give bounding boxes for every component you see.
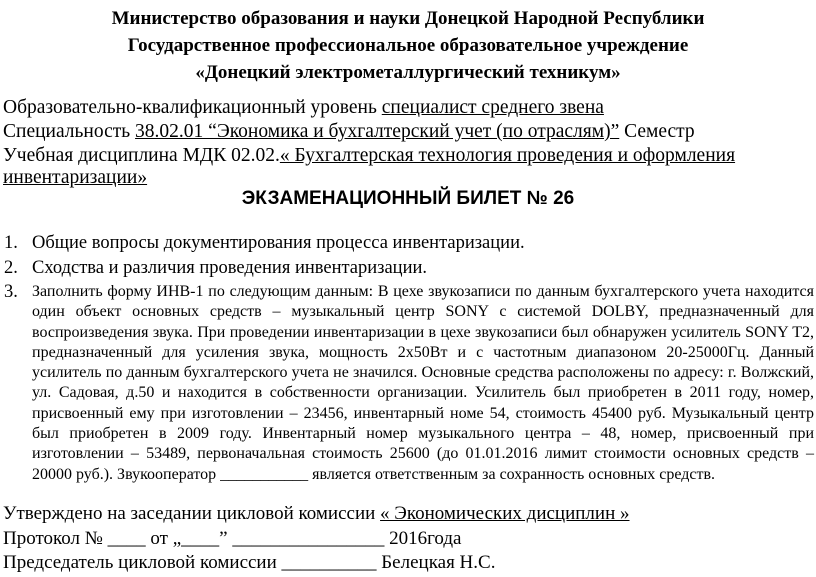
semester-label: Семестр bbox=[619, 121, 695, 142]
discipline-line-continued bbox=[3, 166, 147, 190]
discipline-line bbox=[3, 144, 735, 168]
discipline-value: « Бухгалтерская технология проведения и оформления bbox=[279, 145, 736, 166]
question-number: 1. bbox=[4, 233, 18, 253]
discipline-label: Учебная дисциплина МДК 02.02. bbox=[3, 145, 280, 166]
approval-label: Утверждено на заседании цикловой комиссии bbox=[3, 503, 381, 524]
question-text: Общие вопросы документирования процесса инвентаризации. bbox=[32, 233, 525, 253]
signature-blank: __________ bbox=[281, 552, 377, 573]
chair-label: Председатель цикловой комиссии bbox=[3, 552, 282, 573]
level-value: специалист среднего звена bbox=[381, 97, 604, 118]
specialty-line bbox=[3, 120, 695, 144]
specialty-label: Специальность bbox=[3, 121, 136, 142]
question-1 bbox=[4, 232, 525, 254]
task-3 bbox=[4, 282, 814, 485]
specialty-value: 38.02.01 “Экономика и бухгалтерский учет (по отраслям)” bbox=[135, 121, 620, 142]
institution-heading: Государственное профессиональное образовательное учреждение bbox=[127, 35, 689, 56]
chair-line bbox=[3, 551, 495, 575]
approval-value: « Экономических дисциплин » bbox=[380, 503, 630, 524]
level-line bbox=[3, 96, 604, 120]
ticket-title: ЭКЗАМЕНАЦИОННЫЙ БИЛЕТ № 26 bbox=[241, 188, 575, 209]
discipline-value-continued: инвентаризации» bbox=[3, 167, 148, 188]
question-number: 2. bbox=[4, 258, 18, 278]
ministry-heading: Министерство образования и науки Донецкой Народной Республики bbox=[111, 8, 705, 29]
level-label: Образовательно-квалификационный уровень bbox=[3, 97, 382, 118]
college-heading: «Донецкий электрометаллургический техникум» bbox=[195, 62, 621, 83]
question-2 bbox=[4, 257, 427, 279]
task-text: Заполнить форму ИНВ-1 по следующим данным: В цехе звукозаписи по данным бухгалтерского учета находится один объект основных средств – музыкальный центр SONY с системой DOLBY, предназначенный для воспроизведения звука. При проведении инвентаризации в цехе звукозаписи был обнаружен усилитель SONY T2, предназначенный для усиления звука, мощность 2х50Вт и с частотным диапазоном 20-25000Гц. Данный усилитель по данным бухгалтерского учета не значился. Основные средства расположены по адресу: г. Волжский, ул. Садовая, д.50 и находится в собственности организации. Усилитель был приобретен в 2011 году, номер, присвоенный ему при изготовлении – 23456, инвентарный номе 54, стоимость 45400 руб. Музыкальный центр был приобретен в 2009 году. Инвентарный номер музыкального центра – 48, номер, присвоенный при изготовлении – 53489, первоначальная стоимость 25600 (до 01.01.2016 лимит стоимости основных средств – 20000 руб.). Звукооператор ___________ является ответственным за сохранность основных средств. bbox=[32, 283, 814, 483]
approval-line bbox=[3, 502, 630, 526]
question-text: Сходства и различия проведения инвентаризации. bbox=[32, 258, 428, 278]
chair-name: Белецкая Н.С. bbox=[376, 552, 496, 573]
protocol-line: Протокол № ____ от „____” ________________ 2016года bbox=[3, 528, 462, 549]
task-number: 3. bbox=[4, 282, 18, 302]
